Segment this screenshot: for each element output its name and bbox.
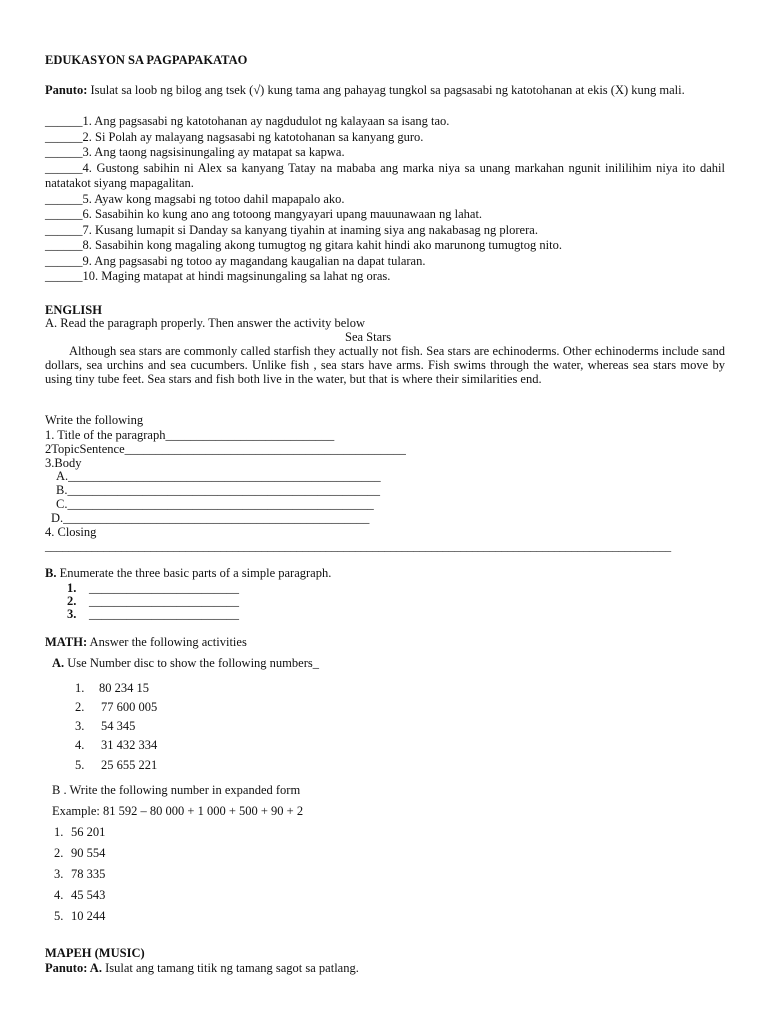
- enum-number: 2.: [67, 594, 77, 608]
- mapeh-instructions: [45, 961, 359, 976]
- math-a-item: [75, 700, 157, 715]
- esp-instr-label: Panuto:: [45, 83, 88, 97]
- esp-item: ______7. Kusang lumapit si Danday sa kanyang tiyahin at inaming siya ang nakabasag ng plorera.: [45, 222, 538, 237]
- esp-item: ______4. Gustong sabihin ni Alex sa kanyang Tatay na mababa ang marka niya sa unang markahan ngunit inililihim niya ito dahil natatakot siyang mapagalitan.: [45, 160, 725, 190]
- esp-items: [45, 114, 725, 285]
- esp-item: ______6. Sasabihin ko kung ano ang totoong mangyayari upang mauunawaan ng lahat.: [45, 207, 483, 221]
- english-heading: ENGLISH: [45, 303, 102, 317]
- esp-instructions: [45, 83, 725, 99]
- esp-item: ______3. Ang taong nagsisinungaling ay matapat sa kapwa.: [45, 145, 345, 159]
- english-b-text: Enumerate the three basic parts of a simple paragraph.: [56, 566, 332, 580]
- item-value: 80 234 15: [99, 681, 149, 695]
- mapeh-instr-label: Panuto: A.: [45, 961, 102, 975]
- math-b-item: [54, 825, 105, 840]
- passage-text: Although sea stars are commonly called starfish they actually not fish. Sea stars are echinoderms. Other echinoderms include sand dollars, sea urchins and sea cucumbers. Unlike fish , sea stars have arms. Fish swims through the water, whereas sea stars move by using tiny tube feet. Sea stars and fish both live in the water, but that is where their similarities end.: [45, 344, 725, 386]
- math-b-instructions: B . Write the following number in expanded form: [52, 783, 301, 797]
- esp-item: ______5. Ayaw kong magsabi ng totoo dahil mapapalo ako.: [45, 191, 345, 206]
- item-number: 3.: [75, 719, 85, 733]
- item-value: 45 543: [71, 888, 106, 902]
- math-a-item: [75, 681, 149, 696]
- english-b-label: B.: [45, 566, 57, 580]
- math-b-item: [54, 846, 105, 861]
- english-b-instructions: [45, 566, 331, 581]
- write-body-b: B.__________________________________________________: [56, 483, 380, 497]
- write-title: 1. Title of the paragraph___________________________: [45, 428, 335, 442]
- math-a-item: [75, 738, 157, 753]
- item-number: 3.: [54, 867, 64, 881]
- english-instr-a: A. Read the paragraph properly. Then answer the activity below: [45, 316, 366, 330]
- write-topic-sentence: 2TopicSentence_____________________________________________: [45, 442, 406, 456]
- write-body: 3.Body: [45, 456, 82, 470]
- esp-item: ______10. Maging matapat at hindi magsinungaling sa lahat ng oras.: [45, 269, 391, 283]
- item-value: 25 655 221: [101, 758, 158, 772]
- math-b-item: [54, 909, 105, 924]
- item-value: 90 554: [71, 846, 106, 860]
- item-value: 10 244: [71, 909, 106, 923]
- enum-blank: ________________________: [89, 594, 239, 608]
- item-number: 4.: [54, 888, 64, 902]
- esp-instr-text: Isulat sa loob ng bilog ang tsek (√) kung tama ang pahayag tungkol sa pagsasabi ng katotohanan at ekis (X) kung mali.: [87, 83, 685, 97]
- math-b-item: [54, 888, 105, 903]
- item-value: 56 201: [71, 825, 106, 839]
- math-a-item: [75, 719, 135, 734]
- mapeh-instr-text: Isulat ang tamang titik ng tamang sagot sa patlang.: [101, 961, 359, 975]
- item-value: 54 345: [101, 719, 136, 733]
- write-body-c: C._________________________________________________: [56, 497, 374, 511]
- math-a-text: Use Number disc to show the following numbers_: [64, 656, 319, 670]
- item-number: 5.: [54, 909, 64, 923]
- esp-item: ______8. Sasabihin kong magaling akong tumugtog ng gitara kahit hindi ako marunong tumugtog nito.: [45, 238, 562, 252]
- esp-item: ______9. Ang pagsasabi ng totoo ay magandang kaugalian na dapat tularan.: [45, 253, 426, 268]
- enum-number: 1.: [67, 581, 77, 595]
- math-heading-label: MATH:: [45, 635, 88, 649]
- math-example: Example: 81 592 – 80 000 + 1 000 + 500 + 90 + 2: [52, 804, 304, 818]
- math-a-instructions: [52, 656, 319, 671]
- mapeh-heading: MAPEH (MUSIC): [45, 946, 145, 960]
- enum-blank: ________________________: [89, 581, 239, 595]
- item-number: 1.: [75, 681, 85, 695]
- item-number: 1.: [54, 825, 64, 839]
- math-a-item: [75, 758, 157, 773]
- write-body-a: A.__________________________________________________: [56, 469, 381, 483]
- math-b-item: [54, 867, 105, 882]
- enum-row: [67, 607, 239, 622]
- math-a-label: A.: [52, 656, 65, 670]
- item-value: 31 432 334: [101, 738, 158, 752]
- math-heading-rest: Answer the following activities: [87, 635, 247, 649]
- item-number: 5.: [75, 758, 85, 772]
- enum-blank: ________________________: [89, 607, 239, 621]
- write-closing: 4. Closing: [45, 525, 97, 539]
- item-number: 4.: [75, 738, 85, 752]
- write-body-d: D._________________________________________________: [51, 511, 370, 525]
- esp-heading: EDUKASYON SA PAGPAPAKATAO: [45, 53, 248, 67]
- esp-item: ______1. Ang pagsasabi ng katotohanan ay nagdudulot ng kalayaan sa isang tao.: [45, 114, 450, 128]
- item-number: 2.: [75, 700, 85, 714]
- passage-title: Sea Stars: [345, 330, 392, 344]
- closing-line: ___________________________________________________________________________________________________________: [45, 539, 671, 553]
- math-heading: [45, 635, 247, 650]
- item-number: 2.: [54, 846, 64, 860]
- enum-number: 3.: [67, 607, 77, 621]
- write-label: Write the following: [45, 413, 144, 427]
- esp-item: ______2. Si Polah ay malayang nagsasabi ng katotohanan sa kanyang guro.: [45, 129, 424, 144]
- item-value: 78 335: [71, 867, 106, 881]
- item-value: 77 600 005: [101, 700, 158, 714]
